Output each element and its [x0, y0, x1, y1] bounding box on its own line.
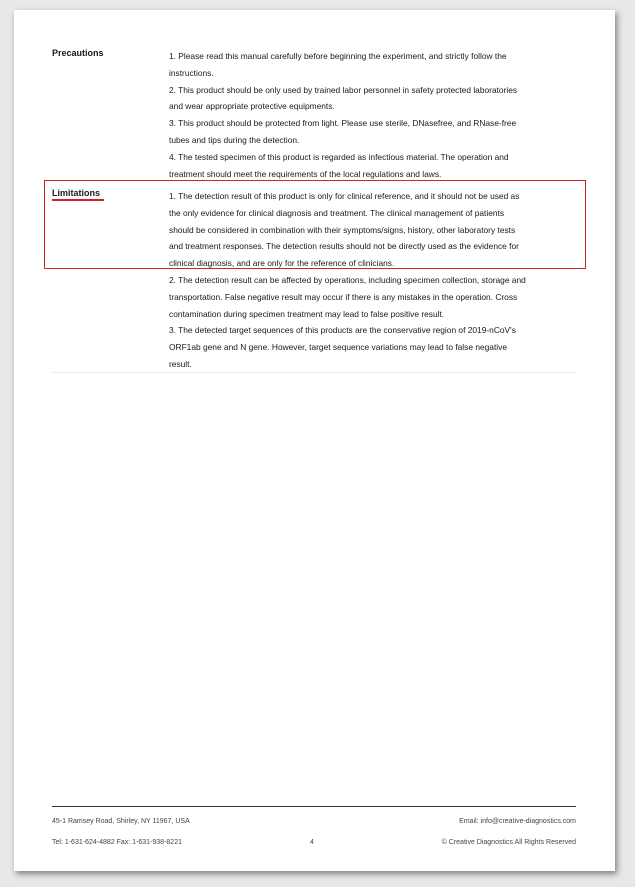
text-line: the only evidence for clinical diagnosis and treatment. The clinical management of patients: [169, 207, 505, 218]
text-line: and treatment responses. The detection results should not be directly used as the evidence for: [169, 241, 519, 252]
document-page: [14, 10, 615, 871]
text-line: 2. The detection result can be affected by operations, including specimen collection, storage and: [169, 274, 526, 285]
text-line: instructions.: [169, 67, 214, 78]
footer-email: Email: info@creative-diagnostics.com: [459, 818, 576, 825]
text-line: 3. The detected target sequences of this products are the conservative region of 2019-nCoV's: [169, 325, 516, 336]
title-underline: [52, 199, 104, 201]
text-line: 1. The detection result of this product is only for clinical reference, and it should not be used as: [169, 191, 520, 201]
text-line: treatment should meet the requirements of the local regulations and laws.: [169, 168, 442, 179]
section-body-precautions: [169, 48, 579, 182]
text-line: result.: [169, 358, 192, 369]
section-body-limitations: [169, 188, 579, 373]
text-line: should be considered in combination with their symptoms/signs, history, other laboratory tests: [169, 224, 516, 235]
text-line: 4. The tested specimen of this product is regarded as infectious material. The operation and: [169, 151, 509, 162]
text-line: contamination during specimen treatment may lead to false positive result.: [169, 308, 445, 319]
footer-copyright: © Creative Diagnostics All Rights Reserved: [441, 839, 576, 846]
footer-address: 45-1 Ramsey Road, Shirley, NY 11967, USA: [52, 818, 190, 825]
text-line: clinical diagnosis, and are only for the reference of clinicians.: [169, 258, 395, 269]
footer-phone-fax: Tel: 1-631-624-4882 Fax: 1-631-938-8221: [52, 839, 182, 846]
text-line: tubes and tips during the detection.: [169, 134, 300, 145]
text-line: 3. This product should be protected from light. Please use sterile, DNasefree, and RNase-free: [169, 118, 517, 129]
page-number: 4: [310, 839, 314, 846]
section-divider: [52, 372, 576, 373]
text-line: transportation. False negative result may occur if there is any mistakes in the operation. Cross: [169, 291, 518, 302]
footer-divider: [52, 806, 576, 807]
text-line: 1. Please read this manual carefully before beginning the experiment, and strictly follow the: [169, 51, 507, 61]
text-line: 2. This product should be only used by trained labor personnel in safety protected laboratories: [169, 84, 518, 95]
text-line: and wear appropriate protective equipments.: [169, 101, 335, 112]
text-line: ORF1ab gene and N gene. However, target sequence variations may lead to false negative: [169, 342, 507, 353]
section-title-limitations: Limitations: [52, 188, 101, 198]
section-title-precautions: Precautions: [52, 48, 104, 58]
